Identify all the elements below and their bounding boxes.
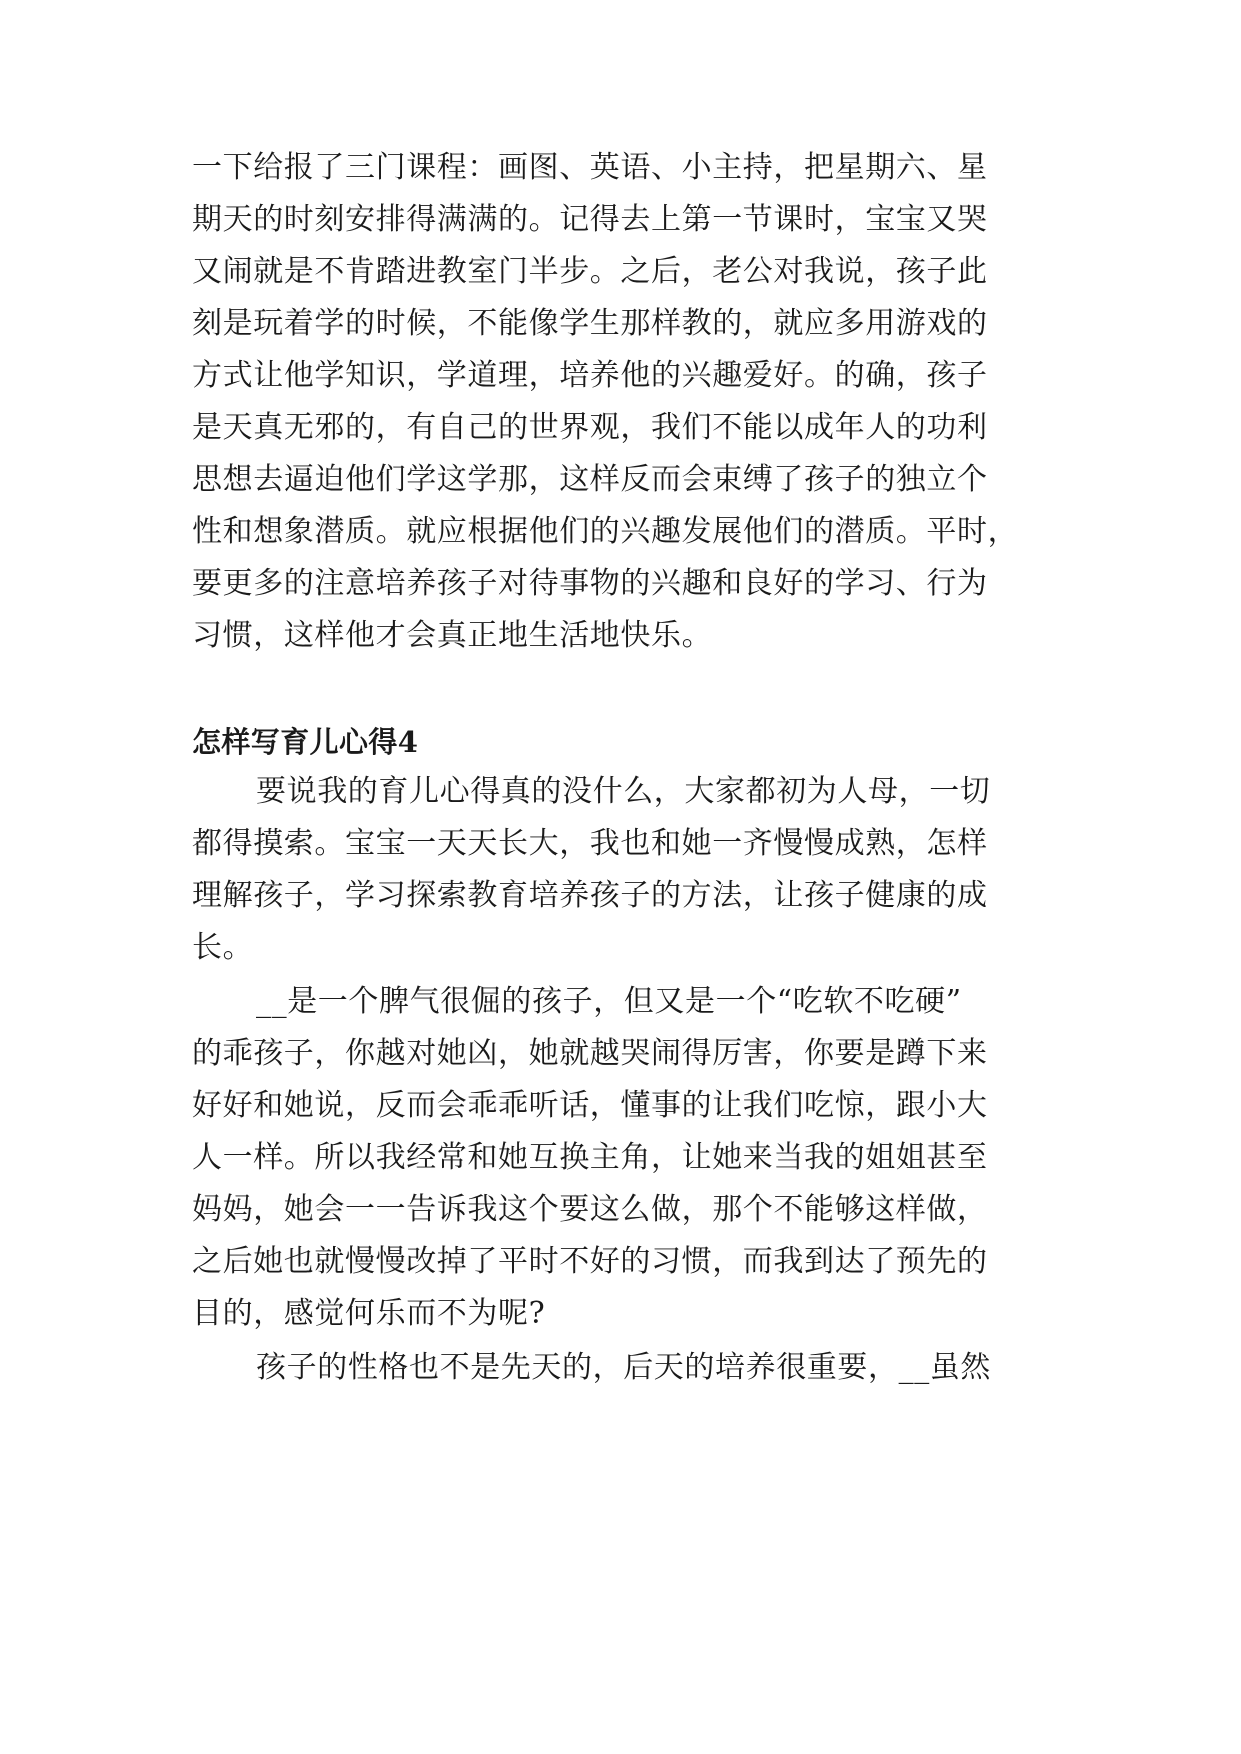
text-line: 好好和她说，反而会乖乖听话，懂事的让我们吃惊，跟小大 <box>192 1088 988 1123</box>
text-line: 期天的时刻安排得满满的。记得去上第一节课时，宝宝又哭 <box>192 202 988 237</box>
text-line: 习惯，这样他才会真正地生活地快乐。 <box>192 618 713 653</box>
text-line: 孩子的性格也不是先天的，后天的培养很重要，__虽然 <box>256 1350 991 1385</box>
text-line: __是一个脾气很倔的孩子，但又是一个“吃软不吃硬” <box>256 984 962 1019</box>
text-line: 又闹就是不肯踏进教室门半步。之后，老公对我说，孩子此 <box>192 254 988 289</box>
text-line: 理解孩子，学习探索教育培养孩子的方法，让孩子健康的成 <box>192 878 988 913</box>
text-line: 方式让他学知识，学道理，培养他的兴趣爱好。的确，孩子 <box>192 358 988 393</box>
text-line: 目的，感觉何乐而不为呢? <box>192 1296 546 1331</box>
text-line: 要说我的育儿心得真的没什么，大家都初为人母，一切 <box>256 774 991 809</box>
text-line: 人一样。所以我经常和她互换主角，让她来当我的姐姐甚至 <box>192 1140 988 1175</box>
text-line: 性和想象潜质。就应根据他们的兴趣发展他们的潜质。平时， <box>192 514 1019 549</box>
text-line: 的乖孩子，你越对她凶，她就越哭闹得厉害，你要是蹲下来 <box>192 1036 988 1071</box>
text-line: 妈妈，她会一一告诉我这个要这么做，那个不能够这样做， <box>192 1192 988 1227</box>
text-line: 要更多的注意培养孩子对待事物的兴趣和良好的学习、行为 <box>192 566 988 601</box>
text-line: 之后她也就慢慢改掉了平时不好的习惯，而我到达了预先的 <box>192 1244 988 1279</box>
text-line: 都得摸索。宝宝一天天长大，我也和她一齐慢慢成熟，怎样 <box>192 826 988 861</box>
text-line: 是天真无邪的，有自己的世界观，我们不能以成年人的功利 <box>192 410 988 445</box>
text-line: 长。 <box>192 930 254 965</box>
text-line: 一下给报了三门课程：画图、英语、小主持，把星期六、星 <box>192 150 988 185</box>
text-line: 刻是玩着学的时候，不能像学生那样教的，就应多用游戏的 <box>192 306 988 341</box>
section-heading: 怎样写育儿心得4 <box>192 725 419 759</box>
text-line: 思想去逼迫他们学这学那，这样反而会束缚了孩子的独立个 <box>192 462 988 497</box>
